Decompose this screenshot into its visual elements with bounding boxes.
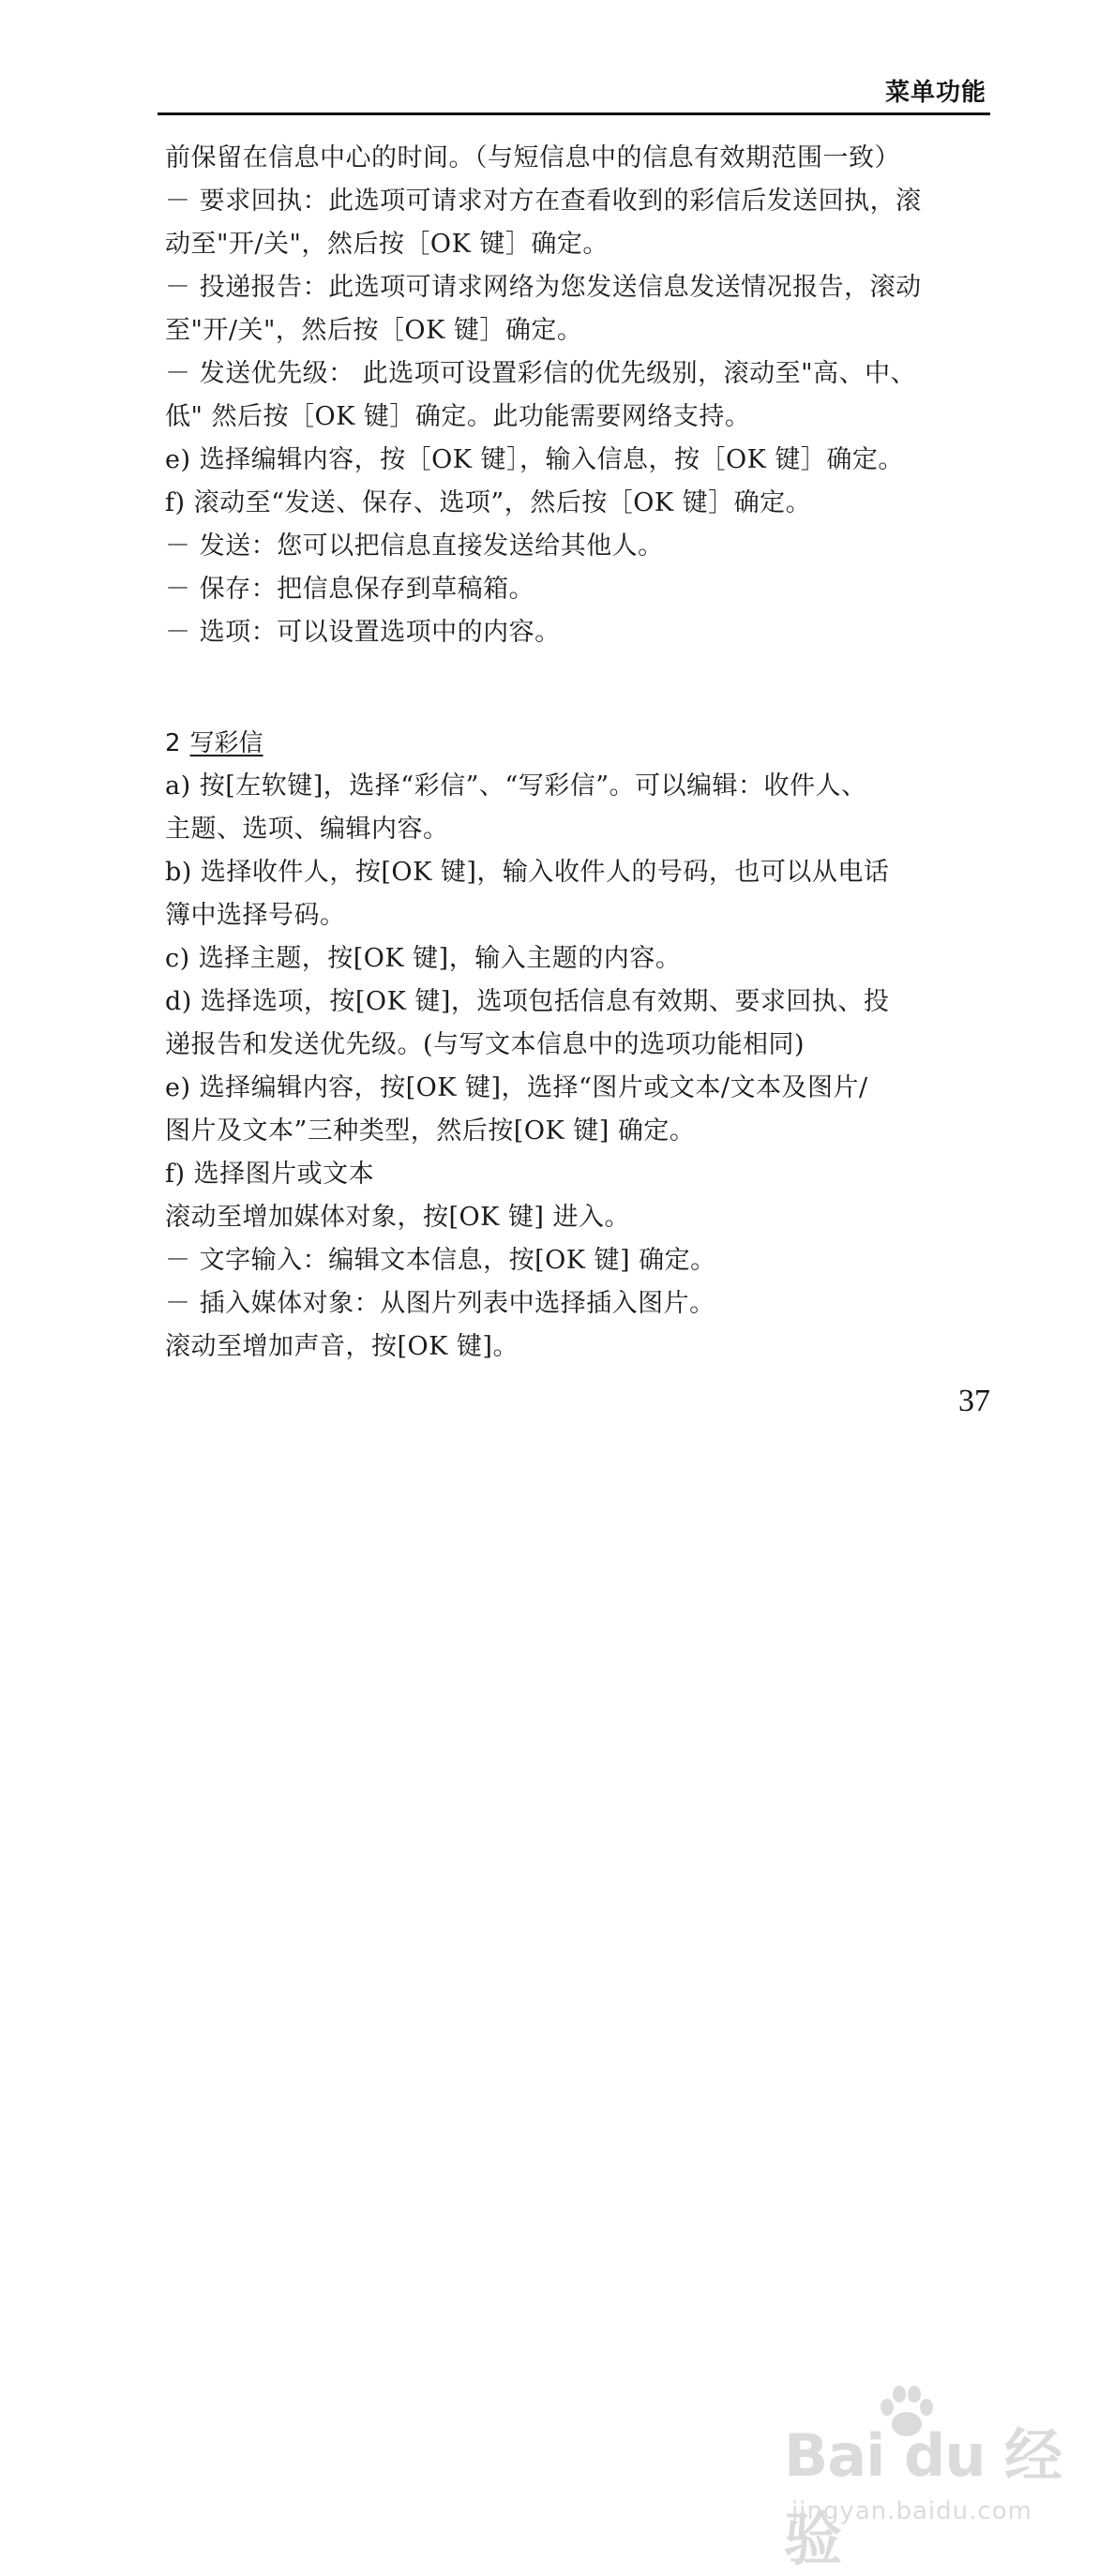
- baidu-jingyan-watermark: [784, 2381, 1065, 2573]
- text-line: f) 滚动至“发送、保存、选项”，然后按［OK 键］确定。: [165, 488, 812, 517]
- text-line: e) 选择编辑内容，按[OK 键]，选择“图片或文本/文本及图片/: [165, 1073, 868, 1102]
- section-heading: [165, 722, 990, 765]
- text-line: 簿中选择号码。: [165, 901, 346, 930]
- text-line: 主题、选项、编辑内容。: [165, 815, 449, 844]
- text-line: － 选项：可以设置选项中的内容。: [165, 618, 561, 647]
- text-line: f) 选择图片或文本: [165, 1160, 375, 1189]
- section-number: 2: [165, 729, 181, 757]
- text-line: d) 选择选项，按[OK 键]，选项包括信息有效期、要求回执、投: [165, 987, 890, 1016]
- text-line: 低" 然后按［OK 键］确定。此功能需要网络支持。: [165, 402, 751, 431]
- section-spacer: [165, 654, 990, 722]
- watermark-url: jingyan.baidu.com: [791, 2497, 1032, 2525]
- text-line: 至"开/关"，然后按［OK 键］确定。: [165, 316, 583, 345]
- page-number: 37: [958, 1384, 990, 1418]
- text-line: 动至"开/关"，然后按［OK 键］确定。: [165, 230, 609, 259]
- text-line: － 要求回执：此选项可请求对方在查看收到的彩信后发送回执，滚: [165, 187, 922, 216]
- header-title: 菜单功能: [884, 79, 986, 107]
- text-line: － 投递报告：此选项可请求网络为您发送信息发送情况报告，滚动: [165, 273, 922, 302]
- text-line: b) 选择收件人，按[OK 键]，输入收件人的号码，也可以从电话: [165, 858, 890, 887]
- watermark-logo: Bai du 经验: [784, 2421, 1062, 2573]
- text-line: 滚动至增加媒体对象，按[OK 键] 进入。: [165, 1203, 631, 1232]
- text-line: e) 选择编辑内容，按［OK 键］，输入信息，按［OK 键］确定。: [165, 445, 904, 474]
- text-line: c) 选择主题，按[OK 键]，输入主题的内容。: [165, 944, 682, 973]
- text-line: － 发送优先级： 此选项可设置彩信的优先级别，滚动至"高、中、: [165, 359, 917, 388]
- section-title: 写彩信: [189, 729, 263, 757]
- page-header: [158, 66, 990, 115]
- text-line: － 插入媒体对象：从图片列表中选择插入图片。: [165, 1289, 715, 1318]
- text-line: a) 按[左软键]，选择“彩信”、“写彩信”。可以编辑：收件人、: [165, 771, 867, 801]
- text-line: 滚动至增加声音，按[OK 键]。: [165, 1332, 519, 1361]
- page-content: [165, 137, 990, 1369]
- text-line: 图片及文本”三种类型，然后按[OK 键] 确定。: [165, 1116, 696, 1146]
- text-line: 递报告和发送优先级。(与写文本信息中的选项功能相同): [165, 1030, 805, 1059]
- text-line: － 文字输入：编辑文本信息，按[OK 键] 确定。: [165, 1246, 716, 1275]
- text-line: － 发送：您可以把信息直接发送给其他人。: [165, 532, 664, 561]
- text-line: － 保存：把信息保存到草稿箱。: [165, 575, 535, 604]
- text-line: 前保留在信息中心的时间。（与短信息中的信息有效期范围一致）: [165, 143, 900, 172]
